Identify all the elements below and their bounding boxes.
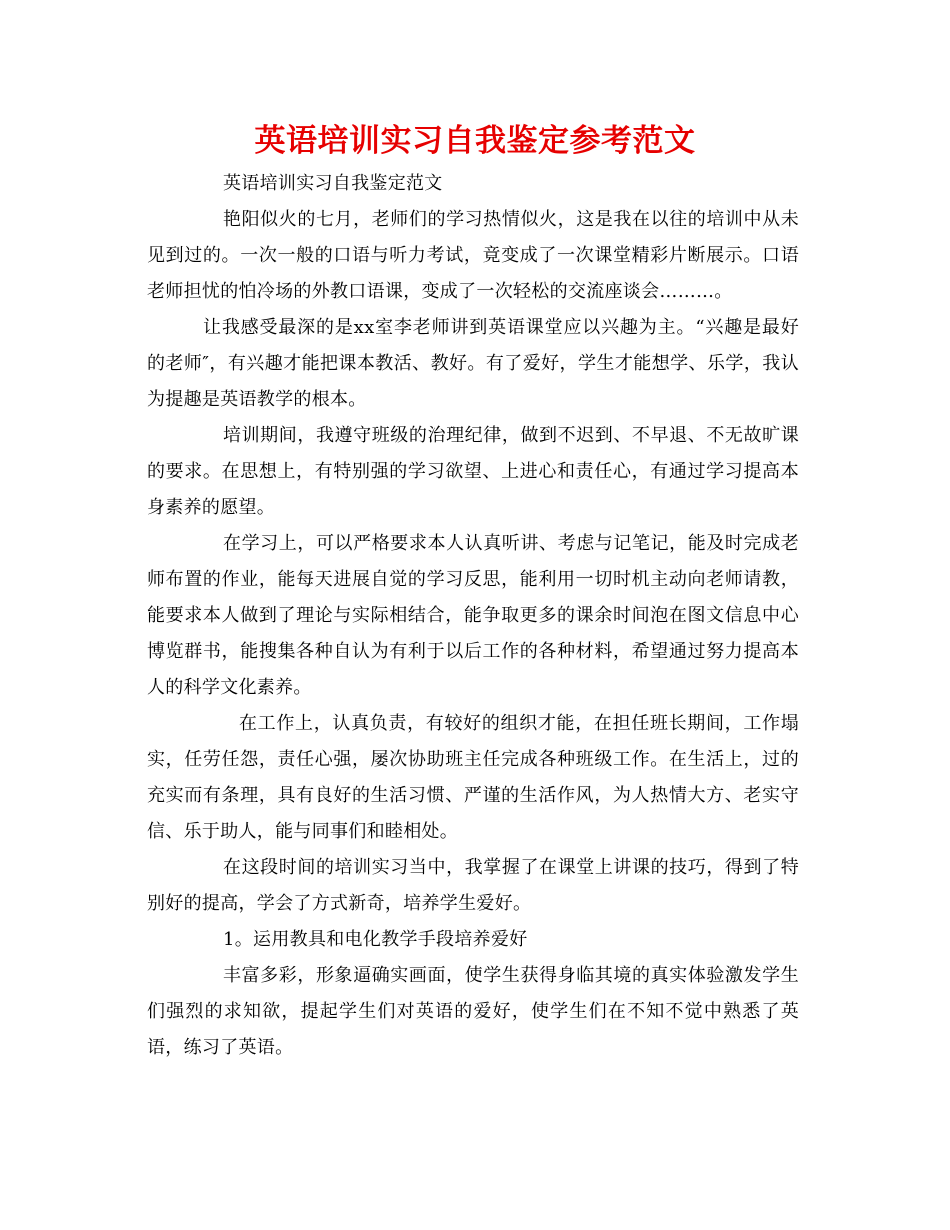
paragraph-1: 艳阳似火的七月，老师们的学习热情似火，这是我在以往的培训中从未见到过的。一次一般的口语与听力考试，竟变成了一次课堂精彩片断展示。口语老师担忧的怕冷场的外教口语课，变成了一次轻松的交流座谈会………。 [147,209,799,302]
paragraph-2: 让我感受最深的是xx室李老师讲到英语课堂应以兴趣为主。“兴趣是最好的老师″，有兴趣才能把课本教活、教好。有了爱好，学生才能想学、乐学，我认为提趣是英语教学的根本。 [147,317,799,410]
paragraph-subtitle: 英语培训实习自我鉴定范文 [223,173,443,194]
document-body [147,166,799,1066]
paragraph-5: 在工作上，认真负责，有较好的组织才能，在担任班长期间，工作塌实，任劳任怨，责任心强，屡次协助班主任完成各种班级工作。在生活上，过的充实而有条理，具有良好的生活习惯、严谨的生活作风，为人热情大方、老实守信、乐于助人，能与同事们和睦相处。 [147,713,799,842]
paragraph-4: 在学习上，可以严格要求本人认真听讲、考虑与记笔记，能及时完成老师布置的作业，能每天进展自觉的学习反思，能利用一切时机主动向老师请教，能要求本人做到了理论与实际相结合，能争取更多的课余时间泡在图文信息中心博览群书，能搜集各种自认为有利于以后工作的各种材料，希望通过努力提高本人的科学文化素养。 [147,533,799,698]
document-title: 英语培训实习自我鉴定参考范文 [254,123,696,159]
paragraph-6: 在这段时间的培训实习当中，我掌握了在课堂上讲课的技巧，得到了特别好的提高，学会了方式新奇，培养学生爱好。 [147,857,799,914]
paragraph-8: 丰富多彩，形象逼确实画面，使学生获得身临其境的真实体验激发学生们强烈的求知欲，提起学生们对英语的爱好，使学生们在不知不觉中熟悉了英语，练习了英语。 [147,965,799,1058]
paragraph-3: 培训期间，我遵守班级的治理纪律，做到不迟到、不早退、不无故旷课的要求。在思想上，有特别强的学习欲望、上进心和责任心，有通过学习提高本身素养的愿望。 [147,425,799,518]
paragraph-7-heading: 1。运用教具和电化教学手段培养爱好 [223,929,528,950]
